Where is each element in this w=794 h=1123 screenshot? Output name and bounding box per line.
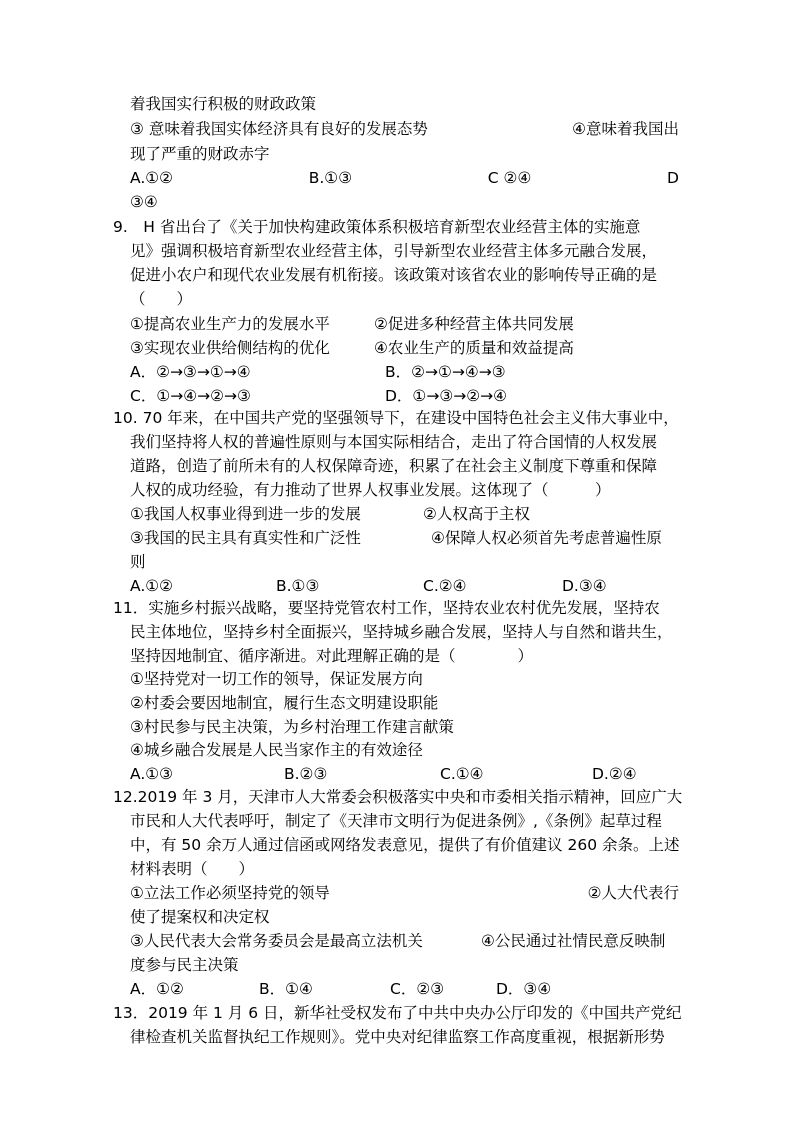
q12-statement-4: ④公民通过社情民意反映制 — [481, 932, 666, 950]
q13-stem-line1: 13．2019 年 1 月 6 日，新华社受权发布了中共中央办公厅印发的《中国共产党纪 — [113, 1004, 682, 1022]
q12-statement-2: ②人大代表行 — [587, 884, 679, 902]
q9-option-a: A．②→③→①→④ — [130, 363, 251, 381]
q8-line2 — [130, 118, 679, 140]
q10-option-a: A.①② — [130, 577, 174, 595]
q10-option-c: C.②④ — [423, 577, 467, 595]
q9-option-b: B．②→①→④→③ — [385, 363, 506, 381]
q10-stem-line2: 我们坚持将人权的普遍性原则与本国实际相结合，走出了符合国情的人权发展 — [130, 433, 658, 451]
q8-options — [130, 167, 679, 189]
q9-stem-line3: 促进小农户和现代农业发展有机衔接。该政策对该省农业的影响传导正确的是 — [130, 266, 658, 284]
q12-stem-line1: 12.2019 年 3 月，天津市人大常委会积极落实中央和市委相关指示精神，回应广大 — [113, 788, 683, 806]
q9-stem-line1: 9. H 省出台了《关于加快构建政策体系积极培育新型农业经营主体的实施意 — [113, 218, 641, 236]
q12-stem-line3: 中，有 50 余万人通过信函或网络发表意见，提供了有价值建议 260 余条。上述 — [130, 836, 680, 854]
q12-statement-2-cont: 使了提案权和决定权 — [130, 908, 270, 926]
q10-option-d: D.③④ — [562, 577, 607, 595]
q12-option-a: A．①② — [130, 980, 184, 998]
q10-statement-1: ①我国人权事业得到进一步的发展 — [130, 505, 361, 523]
q9-statement-3: ③实现农业供给侧结构的优化 — [130, 339, 330, 357]
q9-stem-line2: 见》强调积极培育新型农业经营主体，引导新型农业经营主体多元融合发展， — [130, 242, 658, 260]
q11-stem-line3: 坚持因地制宜、循序渐进。对此理解正确的是（ ） — [130, 647, 534, 665]
q11-stem-line2: 民主体地位，坚持乡村全面振兴，坚持城乡融合发展，坚持人与自然和谐共生， — [130, 623, 673, 641]
q10-statement-4-cont: 则 — [130, 553, 146, 571]
q11-stem-line1: 11．实施乡村振兴战略，要坚持党管农村工作，坚持农业农村优先发展，坚持农 — [113, 599, 660, 617]
q11-statement-1: ①坚持党对一切工作的领导，保证发展方向 — [130, 670, 423, 688]
q11-option-a: A.①③ — [130, 765, 174, 783]
q12-option-b: B．①④ — [259, 980, 313, 998]
q9-statement-2: ②促进多种经营主体共同发展 — [374, 315, 574, 333]
q12-statements-1-2 — [130, 882, 679, 904]
q10-stem-line3: 道路，创造了前所未有的人权保障奇迹，积累了在社会主义制度下尊重和保障 — [130, 457, 658, 475]
q12-stem-line2: 市民和人大代表呼吁，制定了《天津市文明行为促进条例》,《条例》起草过程 — [130, 812, 662, 830]
q10-statement-4: ④保障人权必须首先考虑普遍性原 — [431, 529, 662, 547]
q9-statement-4: ④农业生产的质量和效益提高 — [374, 339, 574, 357]
q8-line1: 着我国实行积极的财政政策 — [130, 95, 317, 113]
q10-statement-3: ③我国的民主具有真实性和广泛性 — [130, 529, 361, 547]
q8-line3: 现了严重的财政赤字 — [130, 145, 270, 163]
q8-option-b: B.①③ — [308, 169, 353, 187]
q8-option-c: C ②④ — [487, 169, 532, 187]
q11-option-c: C.①④ — [440, 765, 484, 783]
q12-statement-1: ①立法工作必须坚持党的领导 — [130, 884, 330, 902]
q11-option-b: B.②③ — [284, 765, 328, 783]
q10-statement-2: ②人权高于主权 — [423, 505, 530, 523]
q8-option-d-cont: ③④ — [130, 193, 158, 211]
q10-stem-line1: 10. 70 年来，在中国共产党的坚强领导下，在建设中国特色社会主义伟大事业中， — [113, 409, 679, 427]
q11-statement-3: ③村民参与民主决策，为乡村治理工作建言献策 — [130, 718, 454, 736]
q9-statement-1: ①提高农业生产力的发展水平 — [130, 315, 330, 333]
q8-statement-3: ③ 意味着我国实体经济具有良好的发展态势 — [130, 120, 428, 138]
q12-statement-3: ③人民代表大会常务委员会是最高立法机关 — [130, 932, 423, 950]
q11-statement-2: ②村委会要因地制宜，履行生态文明建设职能 — [130, 694, 439, 712]
q10-stem-line4: 人权的成功经验，有力推动了世界人权事业发展。这体现了（ ） — [130, 481, 611, 499]
q9-stem-line4: （ ） — [130, 290, 193, 308]
q11-option-d: D.②④ — [592, 765, 637, 783]
q10-option-b: B.①③ — [276, 577, 320, 595]
q13-stem-line2: 律检查机关监督执纪工作规则》。党中央对纪律监察工作高度重视，根据新形势 — [130, 1028, 665, 1046]
q8-option-d: D — [667, 169, 679, 187]
q9-option-c: C．①→④→②→③ — [130, 387, 251, 405]
q11-statement-4: ④城乡融合发展是人民当家作主的有效途径 — [130, 741, 423, 759]
q9-option-d: D．①→③→②→④ — [385, 387, 507, 405]
q12-stem-line4: 材料表明（ ） — [130, 860, 255, 878]
q12-option-c: C．②③ — [390, 980, 445, 998]
q8-statement-4: ④意味着我国出 — [572, 120, 679, 138]
q8-option-a: A.①② — [130, 169, 174, 187]
q12-option-d: D．③④ — [496, 980, 552, 998]
q12-statement-4-cont: 度参与民主决策 — [130, 956, 239, 974]
